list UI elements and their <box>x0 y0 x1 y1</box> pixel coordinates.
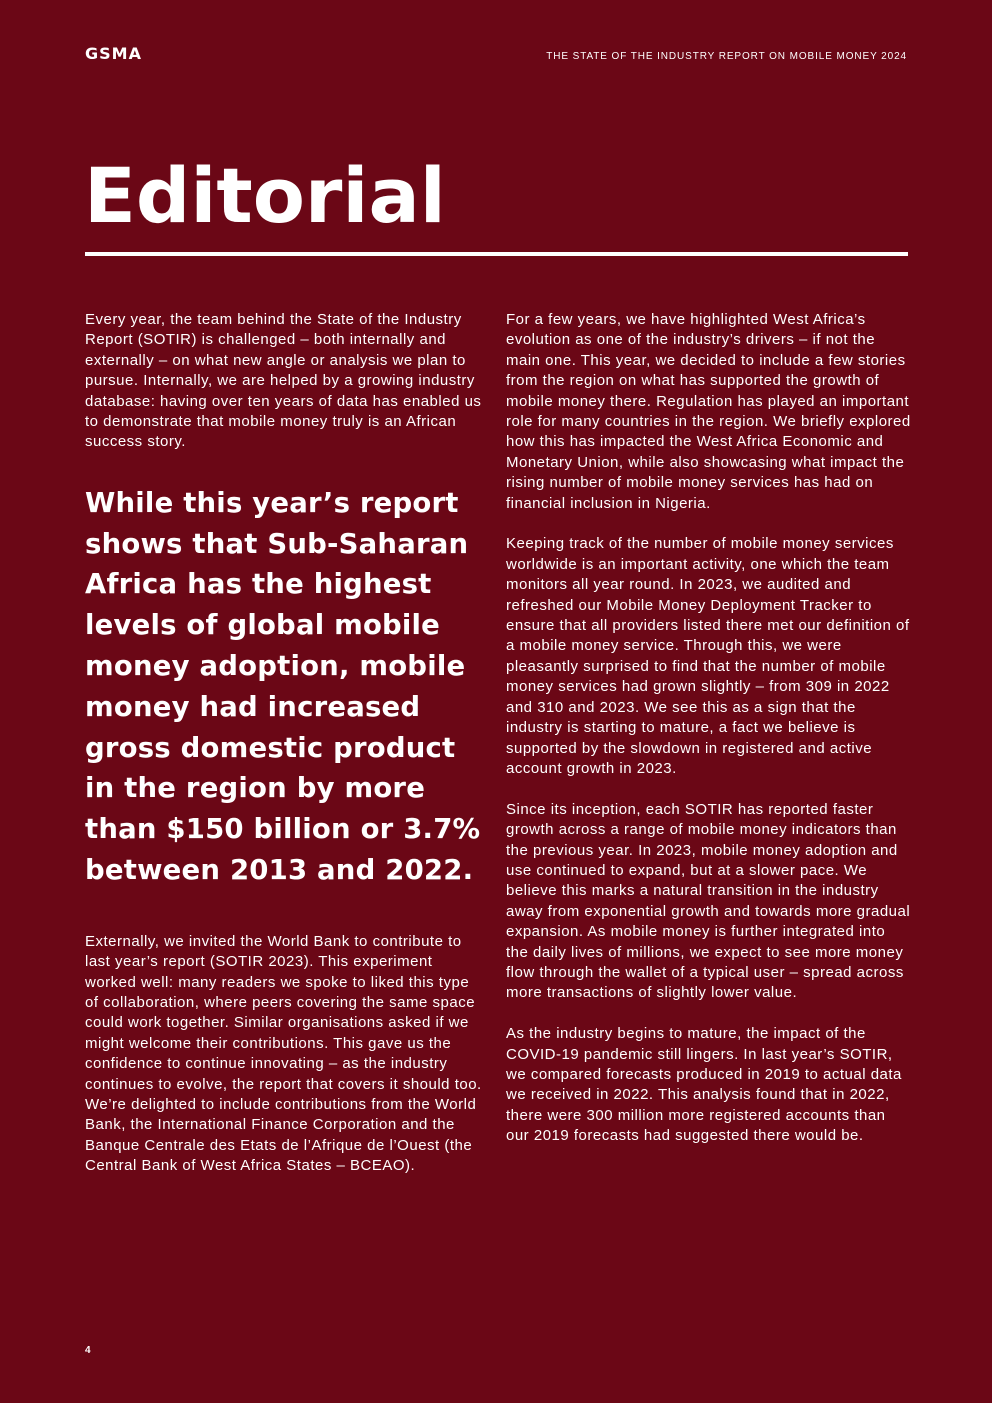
page-number: 4 <box>85 1345 91 1356</box>
heading-divider <box>85 252 908 256</box>
west-africa-paragraph: For a few years, we have highlighted West Africa’s evolution as one of the industry’s drivers – if not the main one. This year, we decided to include a few stories from the region on what has supported the growth of mobile money there. Regulation has played an important role for many countries in the region. We briefly explored how this has impacted the West Africa Economic and Monetary Union, while also showcasing what impact the rising number of mobile money services has had on financial inclusion in Nigeria. <box>506 311 911 512</box>
growth-paragraph: Since its inception, each SOTIR has reported faster growth across a range of mobile money indicators than the previous year. In 2023, mobile money adoption and use continued to expand, but at a slower pace. We believe this marks a natural transition in the industry away from exponential growth and towards more gradual expansion. As mobile money is further integrated into the daily lives of millions, we expect to see more money flow through the wallet of a typical user – spread across more transactions of slightly lower value. <box>506 800 911 1002</box>
external-paragraph: Externally, we invited the World Bank to contribute to last year’s report (SOTIR 2023). This experiment worked well: many readers we spoke to liked this type of collaboration, where peers covering the same space could work together. Similar organisations asked if we might welcome their contributions. This gave us the confidence to continue innovating – as the industry continues to evolve, the report that covers it should too. We’re delighted to include contributions from the World Bank, the International Finance Corporation and the Banque Centrale des Etats de l’Afrique de l’Ouest (the Central Bank of West Africa States – BCEAO). <box>85 932 482 1175</box>
left-column <box>85 310 485 1197</box>
page-title: Editorial <box>84 151 446 240</box>
intro-paragraph: Every year, the team behind the State of the Industry Report (SOTIR) is challenged – both internally and externally – on what new angle or analysis we plan to pursue. Internally, we are helped by a growing industry database: having over ten years of data has enabled us to demonstrate that mobile money truly is an African success story. <box>85 311 482 451</box>
report-title: THE STATE OF THE INDUSTRY REPORT ON MOBILE MONEY 2024 <box>546 51 907 62</box>
covid-paragraph: As the industry begins to mature, the impact of the COVID-19 pandemic still lingers. In last year’s SOTIR, we compared forecasts produced in 2019 to actual data we received in 2022. This analysis found that in 2022, there were 300 million more registered accounts than our 2019 forecasts had suggested there would be. <box>506 1025 902 1145</box>
pull-quote: While this year’s report shows that Sub-Saharan Africa has the highest levels of global mobile money adoption, mobile money had increased gross domestic product in the region by more than $150 billion or 3.7% between 2013 and 2022. <box>85 486 481 887</box>
right-column <box>506 310 911 1167</box>
gsma-logo: GSMA <box>85 44 142 63</box>
services-tracking-paragraph: Keeping track of the number of mobile money services worldwide is an important activity, one which the team monitors all year round. In 2023, we audited and refreshed our Mobile Money Deployment Tracker to ensure that all providers listed there met our definition of a mobile money service. Through this, we were pleasantly surprised to find that the number of mobile money services had grown slightly – from 309 in 2022 and 310 and 2023. We see this as a sign that the industry is starting to mature, a fact we believe is supported by the slowdown in registered and active account growth in 2023. <box>506 535 910 777</box>
